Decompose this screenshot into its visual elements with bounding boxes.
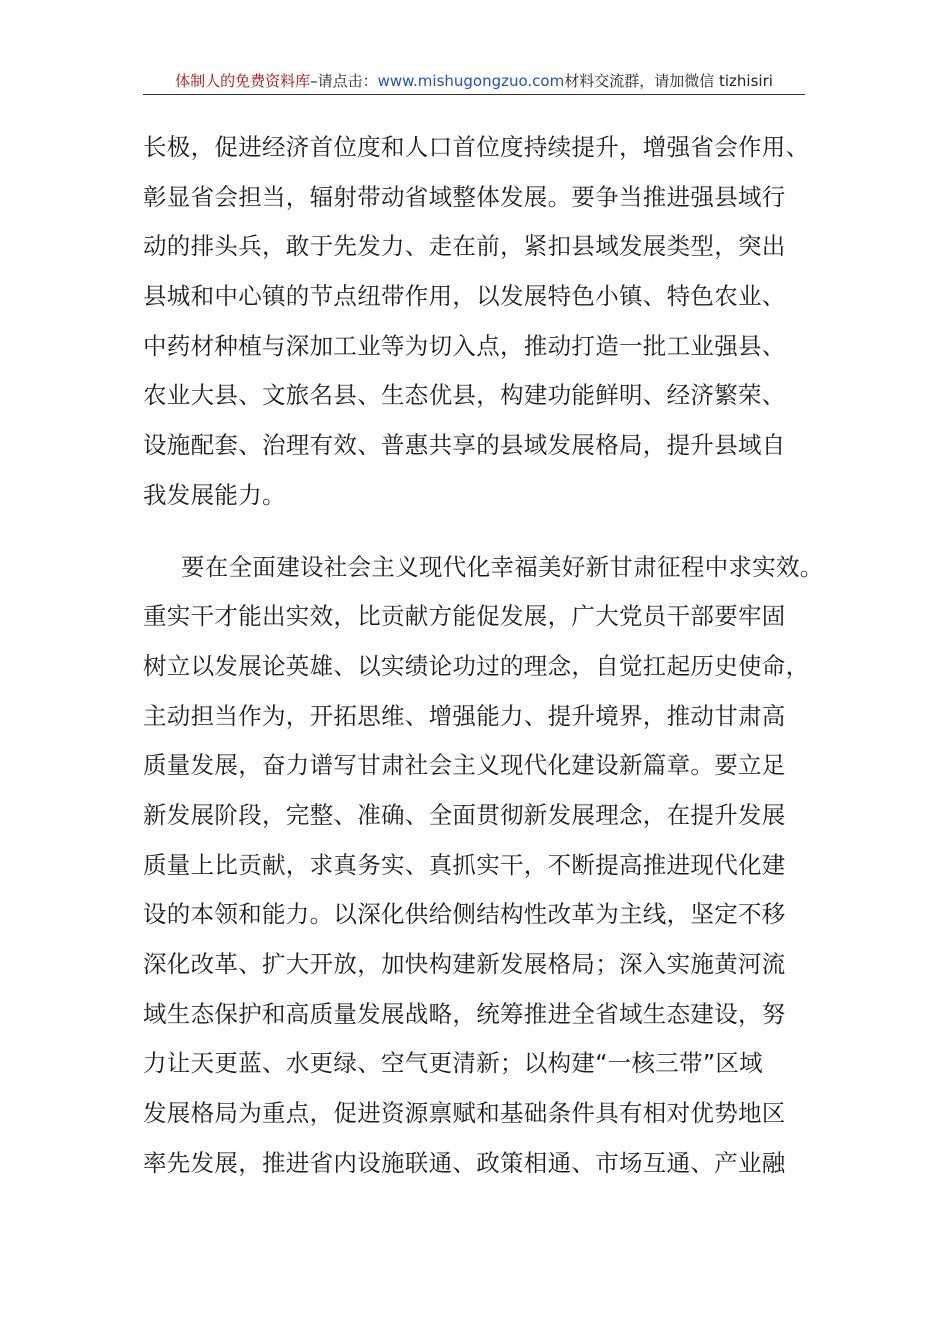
text-line: 我发展能力。 [143,480,286,509]
text-line: 长极，促进经济首位度和人口首位度持续提升，增强省会作用、 [143,133,810,161]
text-line: 动的排头兵，敢于先发力、走在前，紧扣县域发展类型，突出 [143,232,786,261]
text-line: 质量上比贡献，求真务实、真抓实干，不断提高推进现代化建 [143,850,786,879]
text-line: 设施配套、治理有效、普惠共享的县域发展格局，提升县域自 [143,431,786,460]
paragraph-1 [143,123,815,521]
text-line: 发展格局为重点，促进资源禀赋和基础条件具有相对优势地区 [143,1099,786,1128]
text-line: 中药材种植与深加工业等为切入点，推动打造一批工业强县、 [143,331,786,360]
text-line: 彰显省会担当，辐射带动省域整体发展。要争当推进强县域行 [143,182,786,211]
paragraph-2 [143,543,824,1189]
header-prompt: –请点击： [310,72,378,90]
text-line: 县城和中心镇的节点纽带作用，以发展特色小镇、特色农业、 [143,282,786,311]
header-brand: 体制人的免费资料库 [175,72,311,90]
text-line: 域生态保护和高质量发展战略，统筹推进全省域生态建设，努 [143,999,786,1028]
text-line: 树立以发展论英雄、以实绩论功过的理念，自觉扛起历史使命， [143,651,810,680]
text-line: 要在全面建设社会主义现代化幸福美好新甘肃征程中求实效。 [181,552,824,581]
text-line: 率先发展，推进省内设施联通、政策相通、市场互通、产业融 [143,1148,786,1177]
text-line: 力让天更蓝、水更绿、空气更清新；以构建“一核三带”区域 [143,1049,763,1078]
text-line: 设的本领和能力。以深化供给侧结构性改革为主线，坚定不移 [143,900,786,929]
header-wechat-note: 材料交流群，请加微信 tizhisiri [564,72,773,90]
header-website-link[interactable]: www.mishugongzuo.com [377,72,565,90]
text-line: 农业大县、文旅名县、生态优县，构建功能鲜明、经济繁荣、 [143,381,786,410]
document-body [143,123,824,1188]
text-line: 深化改革、扩大开放，加快构建新发展格局；深入实施黄河流 [143,950,786,978]
page-header [143,68,805,95]
text-line: 新发展阶段，完整、准确、全面贯彻新发展理念，在提升发展 [143,800,786,829]
text-line: 主动担当作为，开拓思维、增强能力、提升境界，推动甘肃高 [143,701,786,730]
text-line: 重实干才能出实效，比贡献方能促发展，广大党员干部要牢固 [143,602,786,631]
text-line: 质量发展，奋力谱写甘肃社会主义现代化建设新篇章。要立足 [143,751,786,780]
